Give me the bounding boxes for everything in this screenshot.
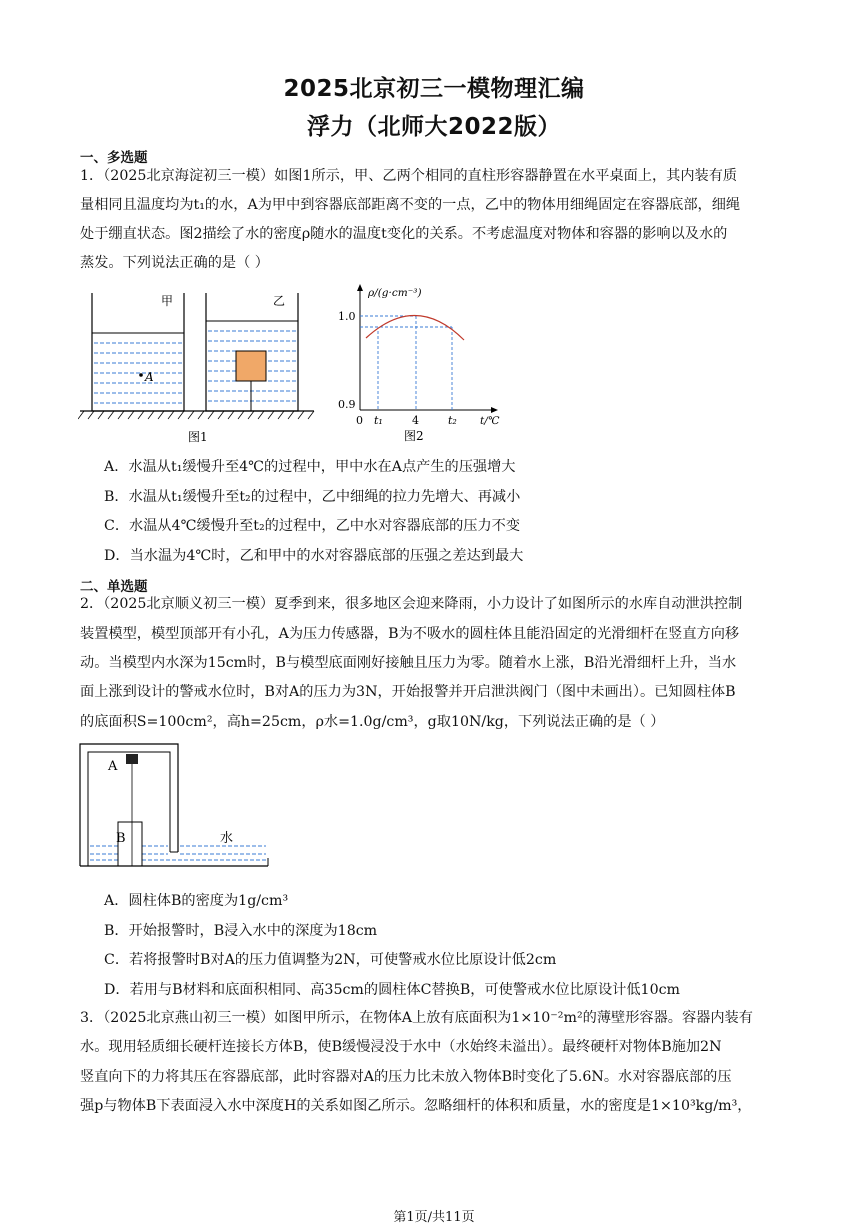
fig2-x-4: 4 bbox=[412, 414, 419, 427]
q2-option-d: D．若用与B材料和底面积相同、高35cm的圆柱体C替换B，可使警戒水位比原设计低10cm bbox=[104, 982, 680, 998]
q1-line: 1．（2025北京海淀初三一模）如图1所示，甲、乙两个相同的直柱形容器静置在水平桌面上，其内装有质 bbox=[80, 168, 738, 184]
fig1-label-a: A bbox=[145, 370, 154, 384]
figure-flood-model bbox=[78, 740, 273, 872]
fig1-label-yi: 乙 bbox=[273, 294, 286, 308]
figure-2-density-graph bbox=[330, 282, 510, 444]
q1-option-d: D．当水温为4℃时，乙和甲中的水对容器底部的压强之差达到最大 bbox=[104, 548, 524, 564]
sensor-a bbox=[126, 754, 138, 764]
flood-label-a: A bbox=[108, 759, 118, 774]
flood-label-water: 水 bbox=[220, 831, 234, 846]
submerged-block bbox=[236, 351, 266, 381]
point-a-marker bbox=[139, 373, 143, 377]
q1-option-b: B．水温从t₁缓慢升至t₂的过程中，乙中细绳的拉力先增大、再减小 bbox=[104, 489, 521, 505]
fig1-label-jia: 甲 bbox=[161, 294, 174, 308]
page-subtitle: 浮力（北师大2022版） bbox=[306, 114, 561, 140]
q2-line: 2．（2025北京顺义初三一模）夏季到来，很多地区会迎来降雨，小力设计了如图所示的水库自动泄洪控制 bbox=[80, 596, 743, 612]
q2-line: 动。当模型内水深为15cm时，B与模型底面刚好接触且压力为零。随着水上涨，B沿光滑细杆上升，当水 bbox=[80, 655, 737, 671]
fig2-x-t2: t₂ bbox=[448, 414, 457, 427]
page-number: 第1页/共11页 bbox=[393, 1210, 475, 1225]
figure-1-containers bbox=[78, 285, 318, 445]
fig2-x-t1: t₁ bbox=[374, 414, 383, 427]
q1-line: 蒸发。下列说法正确的是（ ） bbox=[80, 255, 269, 271]
q2-line: 面上涨到设计的警戒水位时，B对A的压力为3N，开始报警并开启泄洪阀门（图中未画出）。已知圆柱体B bbox=[80, 684, 736, 700]
q3-line: 3．（2025北京燕山初三一模）如图甲所示，在物体A上放有底面积为1×10⁻²m²的薄壁形容器。容器内装有 bbox=[80, 1010, 753, 1026]
fig1-caption: 图1 bbox=[188, 430, 208, 444]
density-curve bbox=[366, 315, 464, 340]
fig2-caption: 图2 bbox=[404, 429, 424, 443]
q3-line: 水。现用轻质细长硬杆连接长方体B，使B缓慢浸没于水中（水始终未溢出）。最终硬杆对物体B施加2N bbox=[80, 1039, 722, 1055]
fig2-ytick-top: 1.0 bbox=[338, 310, 356, 323]
q1-line: 处于绷直状态。图2描绘了水的密度ρ随水的温度t变化的关系。不考虑温度对物体和容器的影响以及水的 bbox=[80, 226, 728, 242]
fig2-ytick-bottom: 0.9 bbox=[338, 398, 356, 411]
page-title: 2025北京初三一模物理汇编 bbox=[283, 76, 585, 102]
q2-line: 装置模型，模型顶部开有小孔，A为压力传感器，B为不吸水的圆柱体且能沿固定的光滑细杆在竖直方向移 bbox=[80, 626, 740, 642]
q2-line: 的底面积S=100cm²，高h=25cm，ρ水=1.0g/cm³，g取10N/kg，下列说法正确的是（ ） bbox=[80, 714, 665, 730]
q1-line: 量相同且温度均为t₁的水，A为甲中到容器底部距离不变的一点，乙中的物体用细绳固定在容器底部，细绳 bbox=[80, 197, 741, 213]
flood-label-b: B bbox=[116, 831, 126, 846]
q2-option-a: A．圆柱体B的密度为1g/cm³ bbox=[104, 893, 289, 909]
q1-option-c: C．水温从4℃缓慢升至t₂的过程中，乙中水对容器底部的压力不变 bbox=[104, 518, 521, 534]
section-heading-multi: 一、多选题 bbox=[80, 150, 148, 166]
q1-option-a: A．水温从t₁缓慢升至4℃的过程中，甲中水在A点产生的压强增大 bbox=[104, 459, 516, 475]
fig2-xlabel: t/℃ bbox=[480, 415, 500, 427]
fig2-x-origin: 0 bbox=[356, 414, 363, 427]
fig2-ylabel: ρ/(g·cm⁻³) bbox=[368, 287, 422, 299]
q2-option-c: C．若将报警时B对A的压力值调整为2N，可使警戒水位比原设计低2cm bbox=[104, 952, 557, 968]
q3-line: 竖直向下的力将其压在容器底部，此时容器对A的压力比未放入物体B时变化了5.6N。水对容器底部的压 bbox=[80, 1069, 732, 1085]
section-heading-single: 二、单选题 bbox=[80, 579, 148, 595]
q3-line: 强p与物体B下表面浸入水中深度H的关系如图乙所示。忽略细杆的体积和质量，水的密度是1×10³kg/m³， bbox=[80, 1098, 752, 1114]
q2-option-b: B．开始报警时，B浸入水中的深度为18cm bbox=[104, 923, 378, 939]
